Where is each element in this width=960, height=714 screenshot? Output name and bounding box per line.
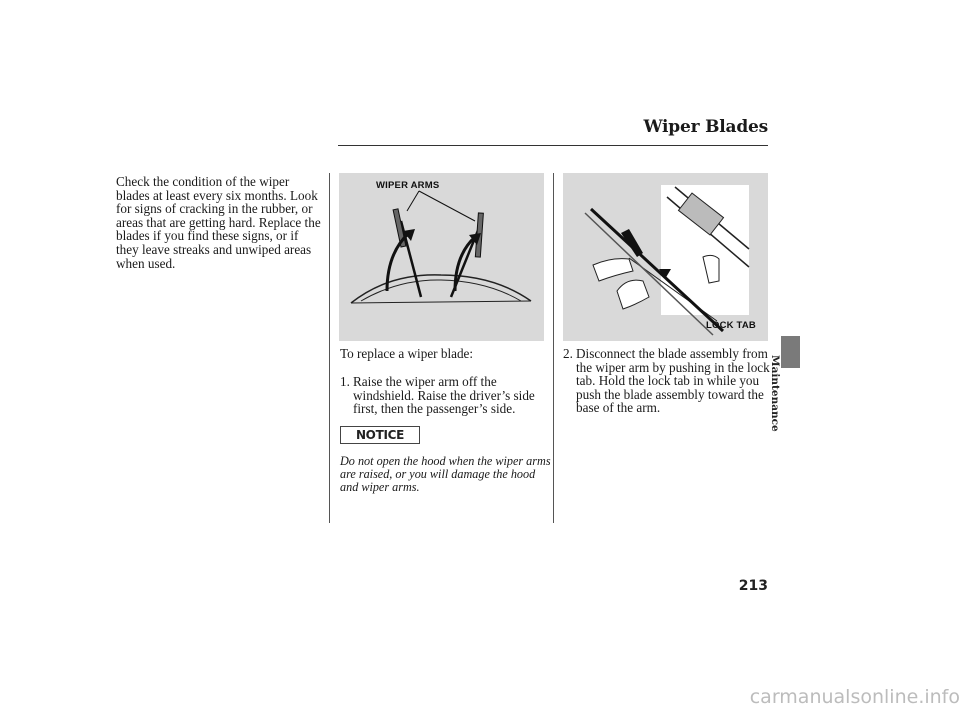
- lock-tab-callout: LOCK TAB: [706, 320, 756, 331]
- notice-label-text: NOTICE: [355, 428, 405, 442]
- cowl-line: [351, 301, 531, 303]
- page-title: Wiper Blades: [643, 117, 768, 137]
- wiper-arms-callout: WIPER ARMS: [376, 180, 440, 191]
- step-2: [563, 347, 775, 427]
- left-hand: [593, 259, 633, 281]
- lock-tab-illustration: [563, 173, 768, 341]
- lock-tab-drawing: [563, 173, 768, 341]
- wiper-arms-drawing: [339, 173, 544, 341]
- notice-text: Do not open the hood when the wiper arms are raised, or you will damage the hood and wiper arms.: [340, 454, 551, 494]
- step-1-number: 1.: [340, 374, 350, 389]
- column-divider-left: [329, 173, 330, 523]
- callout-leader-left: [407, 191, 419, 211]
- notice-label: [340, 426, 420, 444]
- step-1: [340, 375, 552, 420]
- hood-outline: [351, 275, 531, 303]
- push-arrow: [621, 229, 643, 257]
- watermark: carmanualsonline.info: [749, 686, 960, 708]
- wiper-arms-illustration: [339, 173, 544, 341]
- procedure-lead: To replace a wiper blade:: [340, 346, 474, 361]
- page-number: 213: [738, 578, 768, 594]
- intro-paragraph: Check the condition of the wiper blades at least every six months. Look for signs of cracking in the rubber, or areas that are getting hard. Replace the blades if you find these signs, or if they leave streaks and unwiped areas when used.: [116, 174, 321, 271]
- right-hand: [617, 280, 649, 309]
- step-2-text: Disconnect the blade assembly from the wiper arm by pushing in the lock tab. Hold the lock tab in while you push the blade assembly toward the base of the arm.: [576, 346, 770, 416]
- section-tab-label: [763, 355, 813, 465]
- callout-leader-right: [419, 191, 475, 221]
- section-tab-text: Maintenance: [769, 355, 781, 432]
- step-1-text: Raise the wiper arm off the windshield. Raise the driver’s side first, then the passenger’s side.: [353, 374, 535, 417]
- header-rule: [338, 145, 768, 146]
- step-2-number: 2.: [563, 346, 573, 361]
- column-divider-right: [553, 173, 554, 523]
